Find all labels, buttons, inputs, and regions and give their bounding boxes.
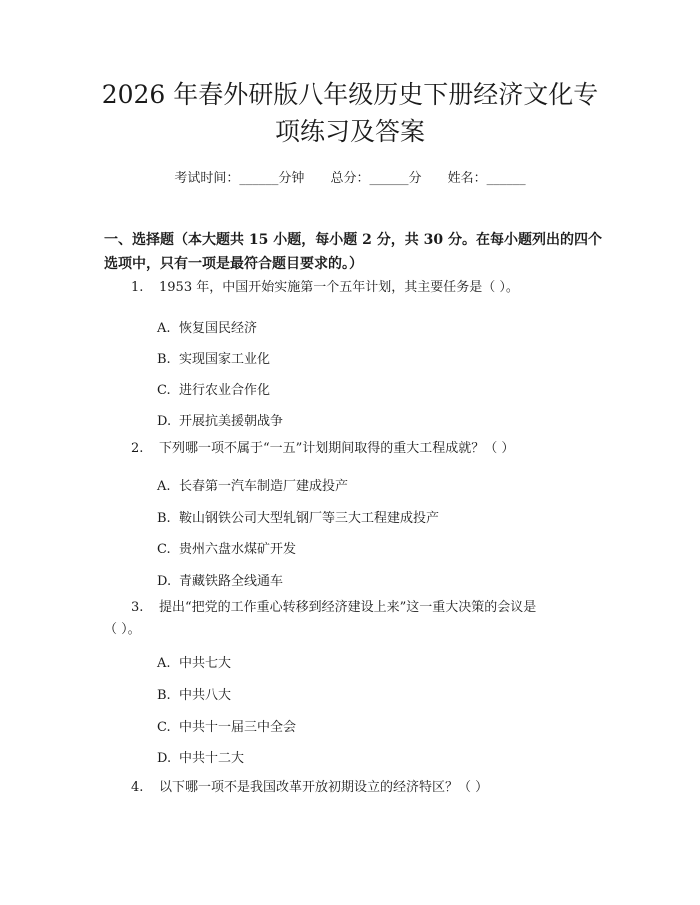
option-3a xyxy=(157,652,231,671)
student-name: 姓名：______ xyxy=(447,171,526,186)
question-text-continuation: （ ）。 xyxy=(104,622,141,637)
question-number: 3. xyxy=(131,600,144,615)
question-1 xyxy=(131,277,519,299)
question-text: 提出“把党的工作重心转移到经济建设上来”这一重大决策的会议是 xyxy=(159,600,537,615)
option-letter: C. xyxy=(157,383,171,398)
question-3 xyxy=(131,597,536,619)
option-text: 长春第一汽车制造厂建成投产 xyxy=(179,479,349,494)
exam-meta xyxy=(0,167,700,186)
option-text: 中共十一届三中全会 xyxy=(179,720,297,735)
option-text: 中共七大 xyxy=(179,656,232,671)
section-heading: 一、选择题（本大题共 15 小题，每小题 2 分，共 30 分。在每小题列出的四个选项中，只有一项是最符合题目要求的。） xyxy=(104,232,602,272)
option-text: 实现国家工业化 xyxy=(179,352,271,367)
option-text: 中共十二大 xyxy=(179,751,245,766)
option-text: 贵州六盘水煤矿开发 xyxy=(179,542,297,557)
question-text: 下列哪一项不属于“一五”计划期间取得的重大工程成就？（ ） xyxy=(159,441,515,456)
question-4 xyxy=(131,777,488,799)
question-text: 1953 年，中国开始实施第一个五年计划，其主要任务是（ ）。 xyxy=(159,280,519,295)
option-letter: C. xyxy=(157,542,171,557)
exam-total-score: 总分：______分 xyxy=(330,171,422,186)
option-letter: A. xyxy=(157,656,171,671)
question-number: 4. xyxy=(131,780,144,795)
question-2 xyxy=(131,438,514,460)
exam-time: 考试时间：______分钟 xyxy=(174,171,305,186)
option-letter: B. xyxy=(157,688,171,703)
option-text: 进行农业合作化 xyxy=(179,383,271,398)
question-text: 以下哪一项不是我国改革开放初期设立的经济特区？（ ） xyxy=(159,780,489,795)
option-2d xyxy=(157,570,283,589)
question-number: 1. xyxy=(131,280,144,295)
option-2a xyxy=(157,475,348,494)
option-letter: A. xyxy=(157,321,171,336)
option-letter: B. xyxy=(157,352,171,367)
option-3c xyxy=(157,716,296,735)
option-1a xyxy=(157,317,257,336)
question-3-continuation xyxy=(104,619,141,641)
option-3d xyxy=(157,747,244,766)
option-text: 开展抗美援朝战争 xyxy=(179,414,284,429)
option-text: 青藏铁路全线通车 xyxy=(179,574,284,589)
option-text: 鞍山钢铁公司大型轧钢厂等三大工程建成投产 xyxy=(179,511,440,526)
option-3b xyxy=(157,684,231,703)
option-letter: B. xyxy=(157,511,171,526)
option-2b xyxy=(157,507,439,526)
option-letter: D. xyxy=(157,751,172,766)
option-1d xyxy=(157,410,283,429)
option-1b xyxy=(157,348,270,367)
option-text: 恢复国民经济 xyxy=(179,321,258,336)
option-1c xyxy=(157,379,270,398)
option-letter: D. xyxy=(157,414,172,429)
option-text: 中共八大 xyxy=(179,688,232,703)
question-number: 2. xyxy=(131,441,144,456)
option-letter: D. xyxy=(157,574,172,589)
option-2c xyxy=(157,538,296,557)
option-letter: A. xyxy=(157,479,171,494)
page-title: 2026 年春外研版八年级历史下册经济文化专项练习及答案 xyxy=(101,80,599,146)
option-letter: C. xyxy=(157,720,171,735)
